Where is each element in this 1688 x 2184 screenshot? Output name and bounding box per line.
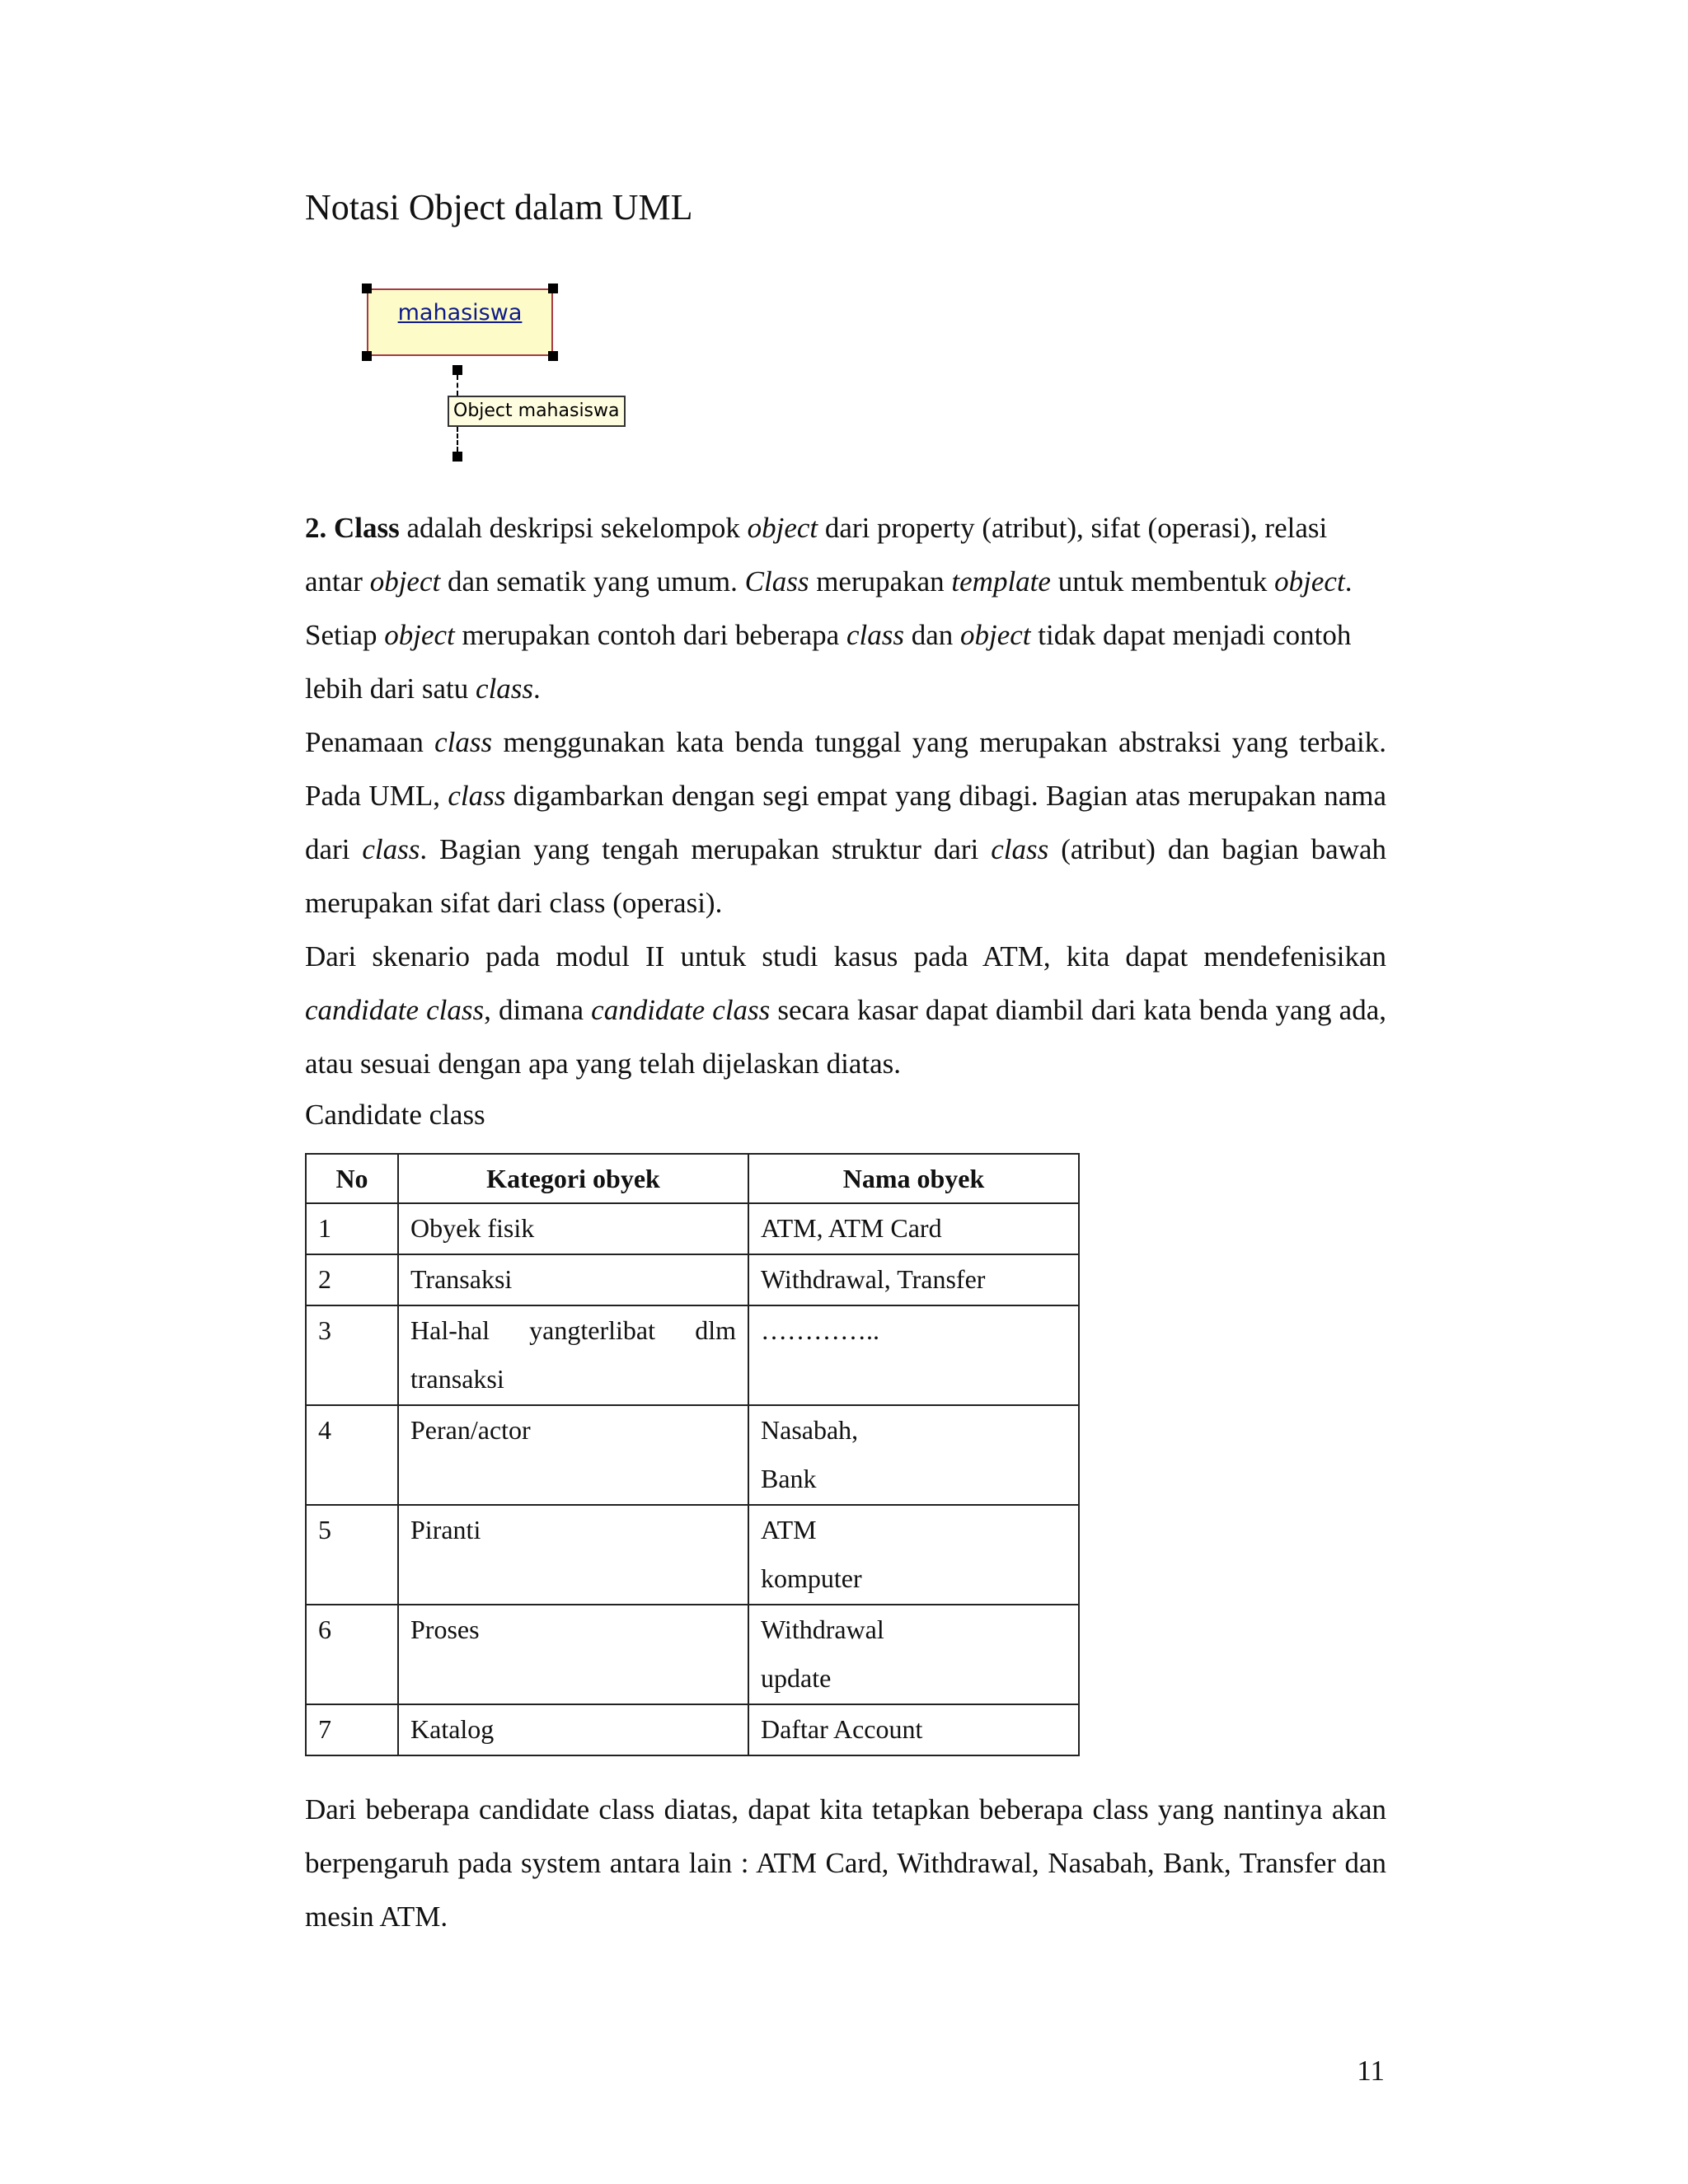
- table-title: Candidate class: [305, 1099, 485, 1131]
- cell-no: 7: [306, 1704, 398, 1755]
- cell-nama: [748, 1405, 1079, 1505]
- cell-nama-line: Withdrawal, Transfer: [761, 1264, 986, 1294]
- body-text: [305, 501, 1386, 1090]
- paragraph-class-naming: [305, 715, 1386, 930]
- cell-no: 4: [306, 1405, 398, 1505]
- italic-term: object: [369, 565, 441, 598]
- uml-note: Object mahasiswa: [448, 396, 626, 427]
- uml-object-diagram: [354, 272, 651, 470]
- italic-term: template: [951, 565, 1051, 598]
- cell-no: 1: [306, 1203, 398, 1254]
- text-run: tidak dapat menjadi contoh lebih dari satu: [305, 619, 1352, 705]
- italic-term: candidate class: [591, 994, 771, 1026]
- paragraph-closing: Dari beberapa candidate class diatas, dapat kita tetapkan beberapa class yang nantinya akan berpengaruh pada system antara lain : ATM Card, Withdrawal, Nasabah, Bank, Transfer dan mesin ATM.: [305, 1793, 1386, 1933]
- cell-nama-line: Withdrawal: [761, 1615, 884, 1644]
- italic-term: class: [448, 780, 506, 812]
- text-run: dan: [903, 619, 961, 651]
- text-run: Penamaan: [305, 726, 435, 758]
- closing-text: [305, 1783, 1386, 1943]
- page-number: 11: [1357, 2055, 1385, 2087]
- cell-nama: [748, 1605, 1079, 1704]
- selection-handle: [548, 351, 558, 361]
- text-run: .: [533, 673, 541, 705]
- cell-kategori: Proses: [398, 1605, 748, 1704]
- italic-term: object: [384, 619, 455, 651]
- italic-term: object: [960, 619, 1031, 651]
- text-run: , dimana: [484, 994, 592, 1026]
- selection-handle: [548, 284, 558, 293]
- italic-term: object: [1274, 565, 1345, 598]
- cell-nama-line: update: [761, 1663, 832, 1693]
- cell-nama-line: Bank: [761, 1464, 817, 1493]
- text-run: dari property (atribut), sifat (operasi), relasi antar: [305, 512, 1328, 598]
- text-run: . Setiap: [305, 565, 1353, 651]
- cell-kategori: Katalog: [398, 1704, 748, 1755]
- cell-kategori: Piranti: [398, 1505, 748, 1605]
- note-anchor-handle: [452, 452, 462, 462]
- italic-term: class: [846, 619, 904, 651]
- cell-nama: [748, 1254, 1079, 1305]
- cell-nama-line: komputer: [761, 1563, 862, 1593]
- cell-nama-line: ATM, ATM Card: [761, 1213, 942, 1243]
- column-header-no: No: [306, 1154, 398, 1203]
- cell-nama-line: Nasabah,: [761, 1415, 859, 1445]
- selection-handle: [362, 351, 372, 361]
- paragraph-class-definition: [305, 501, 1386, 715]
- cell-kategori: Peran/actor: [398, 1405, 748, 1505]
- cell-nama-line: …………..: [761, 1315, 879, 1345]
- italic-term: candidate class: [305, 994, 485, 1026]
- italic-term: Class: [744, 565, 809, 598]
- text-run: untuk membentuk: [1050, 565, 1275, 598]
- cell-nama: [748, 1305, 1079, 1405]
- candidate-class-table: [305, 1153, 1080, 1756]
- text-run: . Bagian yang tengah merupakan struktur dari: [420, 833, 992, 865]
- text-run: merupakan: [809, 565, 952, 598]
- cell-nama: [748, 1203, 1079, 1254]
- section-heading: Notasi Object dalam UML: [305, 187, 693, 227]
- table-row: [306, 1605, 1079, 1704]
- table-header-row: [306, 1154, 1079, 1203]
- cell-kategori: Obyek fisik: [398, 1203, 748, 1254]
- note-anchor-handle: [452, 365, 462, 375]
- cell-kategori: Hal-hal yangterlibat dlm transaksi: [398, 1305, 748, 1405]
- cell-no: 2: [306, 1254, 398, 1305]
- section-number-label: 2. Class: [305, 512, 400, 544]
- column-header-nama: Nama obyek: [748, 1154, 1079, 1203]
- text-run: merupakan contoh dari beberapa: [454, 619, 846, 651]
- text-run: (atribut) dan bagian bawah merupakan sifat dari class (operasi).: [305, 833, 1386, 919]
- table-row: [306, 1305, 1079, 1405]
- table-row: [306, 1254, 1079, 1305]
- text-run: dan sematik yang umum.: [440, 565, 745, 598]
- cell-no: 3: [306, 1305, 398, 1405]
- cell-nama-line: Daftar Account: [761, 1714, 923, 1744]
- uml-object-name: mahasiswa: [397, 300, 523, 326]
- cell-nama: [748, 1505, 1079, 1605]
- text-run: adalah deskripsi sekelompok: [399, 512, 748, 544]
- selection-handle: [362, 284, 372, 293]
- paragraph-candidate-class: [305, 930, 1386, 1090]
- italic-term: class: [362, 833, 420, 865]
- italic-term: class: [991, 833, 1049, 865]
- text-run: secara kasar dapat diambil dari kata benda yang ada, atau sesuai dengan apa yang telah dijelaskan diatas.: [305, 994, 1386, 1080]
- uml-object-box: [367, 288, 553, 356]
- cell-nama-line: ATM: [761, 1515, 817, 1544]
- table-row: [306, 1505, 1079, 1605]
- note-connector-line: [457, 427, 458, 452]
- text-run: digambarkan dengan segi empat yang dibagi. Bagian atas merupakan nama dari: [305, 780, 1386, 865]
- text-run: Dari skenario pada modul II untuk studi kasus pada ATM, kita dapat mendefenisikan: [305, 940, 1386, 972]
- table-row: [306, 1405, 1079, 1505]
- table-row: [306, 1203, 1079, 1254]
- italic-term: object: [747, 512, 818, 544]
- note-connector-line: [457, 375, 458, 396]
- italic-term: class: [476, 673, 534, 705]
- column-header-kategori: Kategori obyek: [398, 1154, 748, 1203]
- cell-nama: [748, 1704, 1079, 1755]
- italic-term: class: [434, 726, 493, 758]
- text-run: menggunakan kata benda tunggal yang merupakan abstraksi yang terbaik. Pada UML,: [305, 726, 1386, 812]
- cell-no: 6: [306, 1605, 398, 1704]
- table-row: [306, 1704, 1079, 1755]
- cell-kategori: Transaksi: [398, 1254, 748, 1305]
- cell-no: 5: [306, 1505, 398, 1605]
